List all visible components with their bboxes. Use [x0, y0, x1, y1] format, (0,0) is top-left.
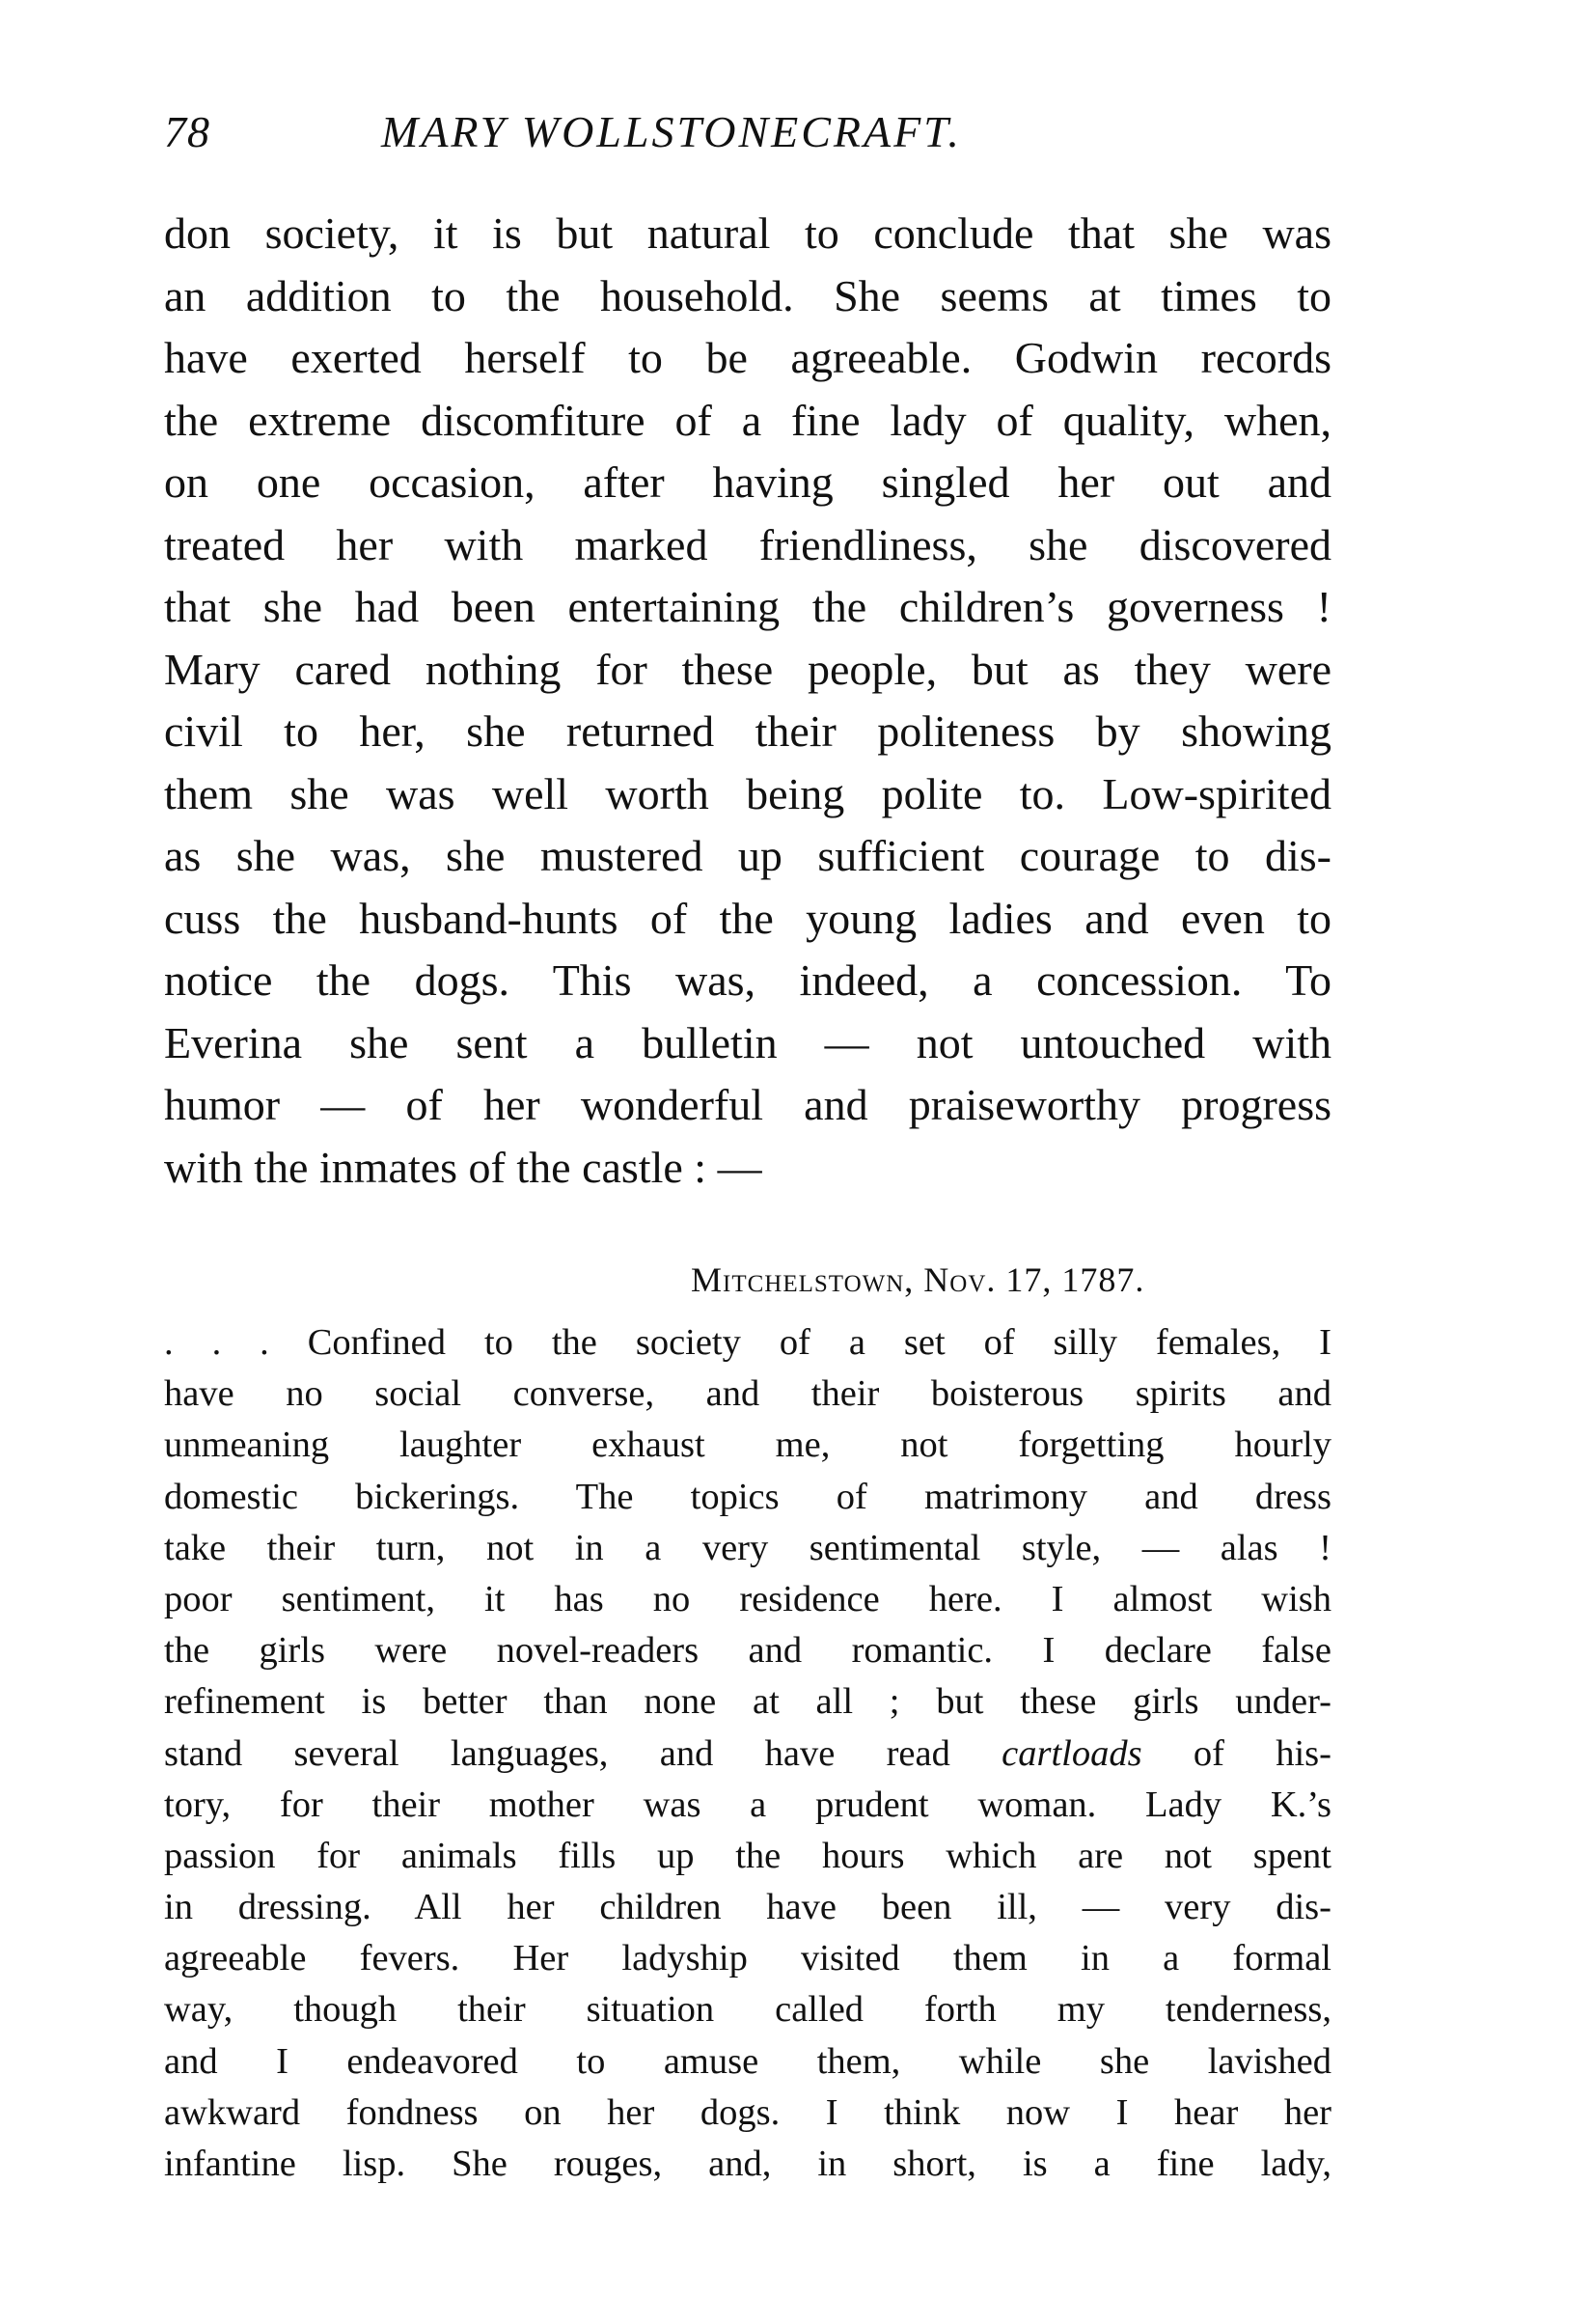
letter-line: refinement is better than none at all ; but these girls under- — [164, 1681, 1331, 1723]
text-line: on one occasion, after having singled her out and — [164, 457, 1331, 507]
letter-line: in dressing. All her children have been ill, — very dis- — [164, 1887, 1331, 1928]
text-line: treated her with marked friendliness, she discovered — [164, 519, 1331, 569]
letter-line: domestic bickerings. The topics of matrimony and dress — [164, 1476, 1331, 1517]
text-line: the extreme discomfiture of a fine lady of quality, when, — [164, 395, 1331, 445]
text-line: cuss the husband-hunts of the young ladies and even to — [164, 893, 1331, 943]
letter-line-segment: of his- — [1141, 1732, 1331, 1774]
letter-line: way, though their situation called forth my tenderness, — [164, 1989, 1331, 2031]
text-line: them she was well worth being polite to. Low-spirited — [164, 768, 1331, 818]
letter-line-segment: stand several languages, and have read — [164, 1732, 1002, 1774]
text-line: civil to her, she returned their politeness by showing — [164, 706, 1331, 756]
text-line: with the inmates of the castle : — — [164, 1142, 762, 1192]
letter-line: passion for animals fills up the hours which are not spent — [164, 1835, 1331, 1876]
main-paragraph — [164, 203, 1331, 1199]
text-line: Everina she sent a bulletin — not untouched with — [164, 1017, 1331, 1067]
letter-line: have no social converse, and their boisterous spirits and — [164, 1373, 1331, 1415]
text-line: an addition to the household. She seems at times to — [164, 270, 1331, 320]
letter-line: take their turn, not in a very sentimental style, — alas ! — [164, 1527, 1331, 1568]
letter-line: and I endeavored to amuse them, while she lavished — [164, 2040, 1331, 2082]
page-header — [164, 106, 1331, 164]
text-line: don society, it is but natural to conclude that she was — [164, 208, 1331, 258]
letter-quote — [164, 1317, 1331, 2190]
italic-word: cartloads — [1002, 1732, 1142, 1774]
letter-line: tory, for their mother was a prudent woman. Lady K.’s — [164, 1784, 1331, 1825]
text-line: Mary cared nothing for these people, but as they were — [164, 644, 1331, 694]
running-title: MARY WOLLSTONECRAFT. — [381, 107, 962, 156]
text-line: humor — of her wonderful and praiseworthy progress — [164, 1080, 1331, 1129]
letter-line: poor sentiment, it has no residence here. I almost wish — [164, 1578, 1331, 1619]
text-line: notice the dogs. This was, indeed, a concession. To — [164, 955, 1331, 1005]
letter-line: . . . Confined to the society of a set of silly females, I — [164, 1322, 1331, 1363]
text-line: have exerted herself to be agreeable. Godwin records — [164, 333, 1331, 382]
text-line: as she was, she mustered up sufficient courage to dis- — [164, 831, 1331, 880]
letter-line: the girls were novel-readers and romantic. I declare false — [164, 1630, 1331, 1672]
page-number: 78 — [164, 107, 210, 156]
text-line: that she had been entertaining the children’s governess ! — [164, 582, 1331, 631]
letter-line: awkward fondness on her dogs. I think now I hear her — [164, 2091, 1331, 2133]
letter-line-with-italic — [164, 1729, 1331, 1780]
letter-dateline: Mitchelstown, Nov. 17, 1787. — [691, 1260, 1145, 1299]
letter-line: infantine lisp. She rouges, and, in short, is a fine lady, — [164, 2144, 1331, 2184]
letter-line: agreeable fevers. Her ladyship visited them in a formal — [164, 1938, 1331, 1979]
letter-line: unmeaning laughter exhaust me, not forgetting hourly — [164, 1425, 1331, 1466]
